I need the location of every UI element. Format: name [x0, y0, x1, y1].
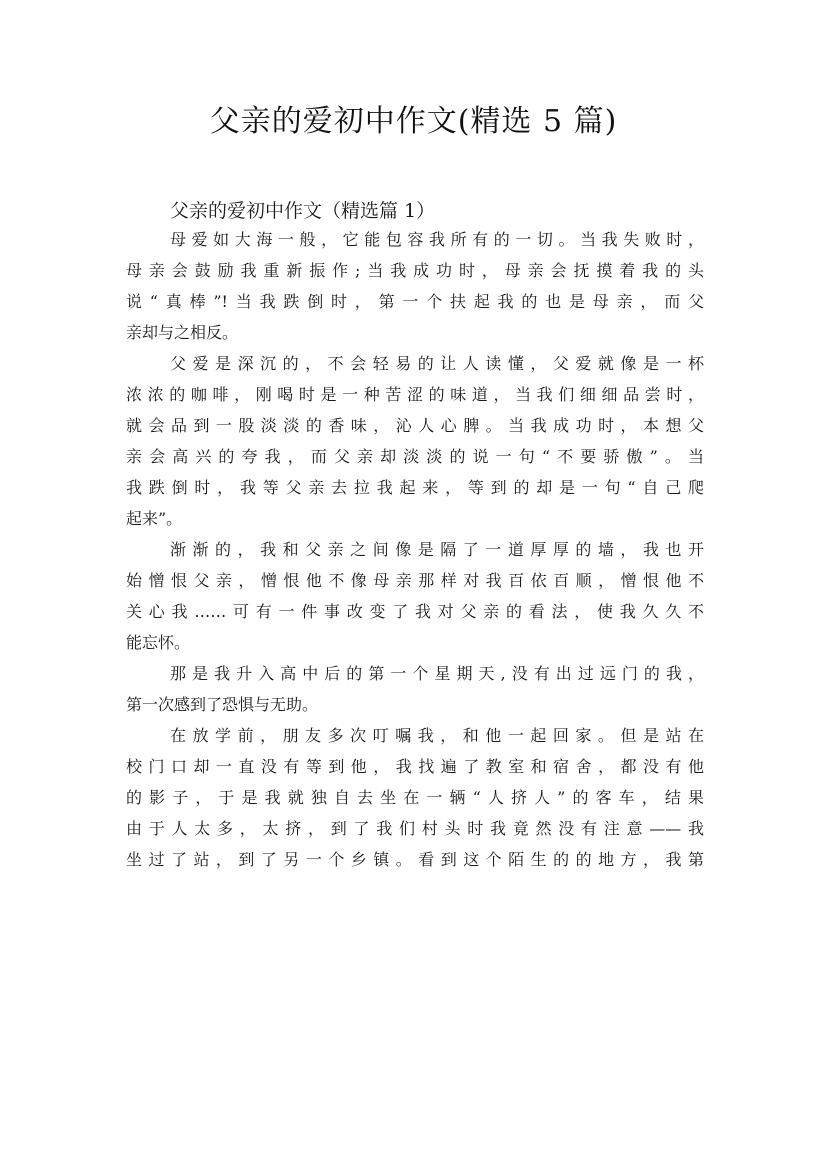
- paragraph-line: 始憎恨父亲，憎恨他不像母亲那样对我百依百顺，憎恨他不: [126, 571, 704, 590]
- paragraph-1: [126, 227, 704, 351]
- paragraph-4: [126, 661, 704, 723]
- paragraph-line: 说“真棒”!当我跌倒时，第一个扶起我的也是母亲，而父: [126, 292, 704, 311]
- paragraph-line: 那是我升入高中后的第一个星期天,没有出过远门的我，: [170, 664, 704, 683]
- paragraph-line: 校门口却一直没有等到他，我找遍了教室和宿舍，都没有他: [126, 757, 704, 776]
- paragraph-line: 坐过了站，到了另一个乡镇。看到这个陌生的的地方，我第: [126, 850, 704, 869]
- paragraph-line: 由于人太多，太挤，到了我们村头时我竟然没有注意——我: [126, 819, 704, 838]
- paragraph-3: [126, 537, 704, 661]
- section-heading: 父亲的爱初中作文（精选篇 1）: [170, 200, 436, 222]
- paragraph-line: 浓浓的咖啡，刚喝时是一种苦涩的味道，当我们细细品尝时，: [126, 385, 704, 404]
- paragraph-line: 关心我……可有一件事改变了我对父亲的看法，使我久久不: [126, 602, 704, 621]
- paragraph-line: 能忘怀。: [126, 633, 191, 652]
- document-body: [126, 196, 704, 878]
- paragraph-line: 父爱是深沉的，不会轻易的让人读懂，父爱就像是一杯: [170, 354, 704, 373]
- paragraph-line: 母亲会鼓励我重新振作;当我成功时，母亲会抚摸着我的头: [126, 261, 704, 280]
- paragraph-line: 第一次感到了恐惧与无助。: [126, 695, 319, 714]
- paragraph-line: 就会品到一股淡淡的香味，沁人心脾。当我成功时，本想父: [126, 416, 704, 435]
- paragraph-2: [126, 351, 704, 537]
- paragraph-line: 我跌倒时，我等父亲去拉我起来，等到的却是一句“自己爬: [126, 478, 704, 497]
- paragraph-5: [126, 723, 704, 878]
- paragraph-line: 起来”。: [126, 509, 183, 528]
- paragraph-line: 渐渐的，我和父亲之间像是隔了一道厚厚的墙，我也开: [170, 540, 704, 559]
- document-title: 父亲的爱初中作文(精选 5 篇): [209, 104, 618, 139]
- paragraph-line: 的影子，于是我就独自去坐在一辆“人挤人”的客车，结果: [126, 788, 704, 807]
- paragraph-line: 亲会高兴的夸我，而父亲却淡淡的说一句“不要骄傲”。当: [126, 447, 704, 466]
- paragraph-line: 在放学前，朋友多次叮嘱我，和他一起回家。但是站在: [170, 726, 704, 745]
- paragraph-line: 母爱如大海一般，它能包容我所有的一切。当我失败时，: [170, 230, 704, 249]
- paragraph-line: 亲却与之相反。: [126, 323, 239, 342]
